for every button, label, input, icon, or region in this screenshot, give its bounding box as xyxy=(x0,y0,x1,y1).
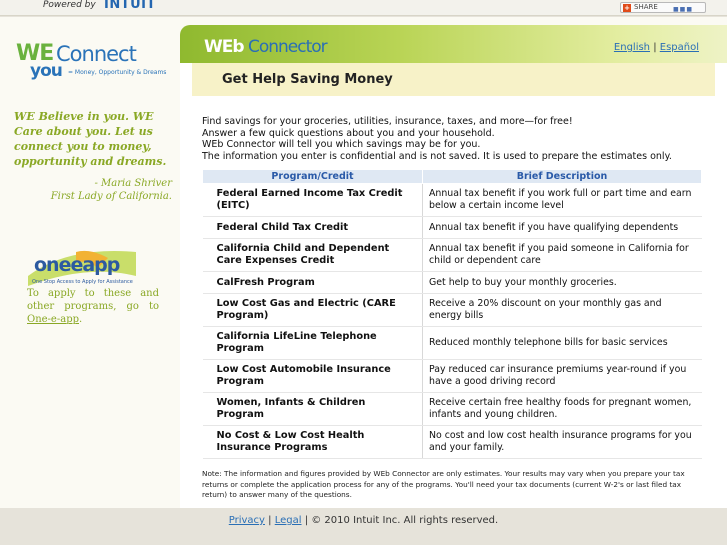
apply-text-end: . xyxy=(79,314,83,325)
program-name: Federal Child Tax Credit xyxy=(203,217,423,239)
copyright-text: | © 2010 Intuit Inc. All rights reserved. xyxy=(301,515,499,526)
program-description: No cost and low cost health insurance programs for you and your family. xyxy=(423,426,702,459)
program-description: Receive a 20% discount on your monthly gas and energy bills xyxy=(423,294,702,327)
program-name: No Cost & Low Cost Health Insurance Programs xyxy=(203,426,423,459)
share-plus-icon: + xyxy=(624,4,630,12)
intro-line-4: The information you enter is confidential and is not saved. It is used to prepare the estimates only. xyxy=(202,150,672,162)
table-row xyxy=(203,184,702,217)
share-label: SHARE xyxy=(634,3,658,11)
program-name: Women, Infants & Children Program xyxy=(203,393,423,426)
top-bar xyxy=(0,0,727,16)
table-row xyxy=(203,327,702,360)
oneeapp-logo[interactable] xyxy=(28,246,136,288)
program-description: Reduced monthly telephone bills for basic services xyxy=(423,327,702,360)
privacy-link[interactable]: Privacy xyxy=(228,515,265,526)
program-name: California LifeLine Telephone Program xyxy=(203,327,423,360)
table-row xyxy=(203,426,702,459)
program-name: Low Cost Automobile Insurance Program xyxy=(203,360,423,393)
program-description: Annual tax benefit if you work full or part time and earn below a certain income level xyxy=(423,184,702,217)
program-name: California Child and Dependent Care Expenses Credit xyxy=(203,239,423,272)
table-row xyxy=(203,294,702,327)
table-row xyxy=(203,239,702,272)
brand-connector: Connector xyxy=(243,37,327,57)
logo-we: WE xyxy=(16,41,54,66)
language-switcher xyxy=(614,42,699,53)
program-description: Annual tax benefit if you have qualifying dependents xyxy=(423,217,702,239)
intro-line-2: Answer a few quick questions about you and your household. xyxy=(202,127,495,139)
lang-espanol-link[interactable]: Español xyxy=(659,42,699,53)
logo-tagline: = Money, Opportunity & Dreams xyxy=(68,69,167,76)
oneeapp-wordmark: oneeapp xyxy=(34,254,120,276)
program-description: Annual tax benefit if you paid someone in California for child or dependent care xyxy=(423,239,702,272)
programs-table xyxy=(202,169,702,459)
title-band xyxy=(192,63,715,96)
program-description: Get help to buy your monthly groceries. xyxy=(423,272,702,294)
intro-line-3: WEb Connector will tell you which savings may be for you. xyxy=(202,139,481,150)
apply-text xyxy=(27,287,159,326)
powered-by-label: Powered by xyxy=(43,0,96,10)
program-description: Receive certain free healthy foods for pregnant women, infants and young children. xyxy=(423,393,702,426)
program-description: Pay reduced car insurance premiums year-round if you have a good driving record xyxy=(423,360,702,393)
table-row xyxy=(203,360,702,393)
header-band xyxy=(180,25,727,63)
legal-link[interactable]: Legal xyxy=(274,515,302,526)
intro-text xyxy=(202,116,712,162)
program-name: CalFresh Program xyxy=(203,272,423,294)
column-header-program: Program/Credit xyxy=(203,170,423,184)
brand-web: WEb xyxy=(204,37,244,57)
web-connector-logo[interactable] xyxy=(204,37,327,57)
logo-connect: Connect xyxy=(56,42,136,66)
table-row xyxy=(203,393,702,426)
quote-attribution xyxy=(14,177,172,203)
social-icons: ■■■ xyxy=(673,6,694,13)
oneeapp-subtitle: One Stop Access to Apply for Assistance xyxy=(32,279,133,285)
belief-quote: WE Believe in you. WE Care about you. Let us connect you to money, opportunity and dreams. xyxy=(14,110,167,168)
attribution-title: First Lady of California. xyxy=(50,191,172,202)
intro-line-1: Find savings for your groceries, utilities, insurance, taxes, and more—for free! xyxy=(202,116,573,127)
logo-you: you xyxy=(30,61,62,81)
apply-text-body: To apply to these and other programs, go to xyxy=(27,288,159,312)
page-container xyxy=(0,17,727,508)
intuit-logo[interactable]: INTUIT xyxy=(104,0,156,12)
footer-separator: | xyxy=(264,515,275,526)
footer-links xyxy=(0,515,727,526)
program-name: Low Cost Gas and Electric (CARE Program) xyxy=(203,294,423,327)
table-row xyxy=(203,217,702,239)
page-title: Get Help Saving Money xyxy=(222,72,393,87)
oneeapp-link[interactable]: One-e-app xyxy=(27,314,79,325)
share-button[interactable] xyxy=(620,2,706,13)
column-header-description: Brief Description xyxy=(423,170,702,184)
lang-separator: | xyxy=(650,42,660,53)
table-row xyxy=(203,272,702,294)
attribution-name: - Maria Shriver xyxy=(94,178,172,189)
table-header-row xyxy=(203,170,702,184)
main-content xyxy=(180,25,727,508)
left-sidebar xyxy=(0,17,180,508)
weconnect-logo[interactable] xyxy=(16,41,176,91)
disclaimer-note: Note: The information and figures provided by WEb Connector are only estimates. Your results may vary when you prepare your tax returns or complete the application process for any of the programs. You'll need your tax documents (current W-2's or last filed tax return) to answer many of the questions. xyxy=(202,469,685,499)
footer xyxy=(0,508,727,545)
lang-english-link[interactable]: English xyxy=(613,42,651,53)
program-name: Federal Earned Income Tax Credit (EITC) xyxy=(203,184,423,217)
